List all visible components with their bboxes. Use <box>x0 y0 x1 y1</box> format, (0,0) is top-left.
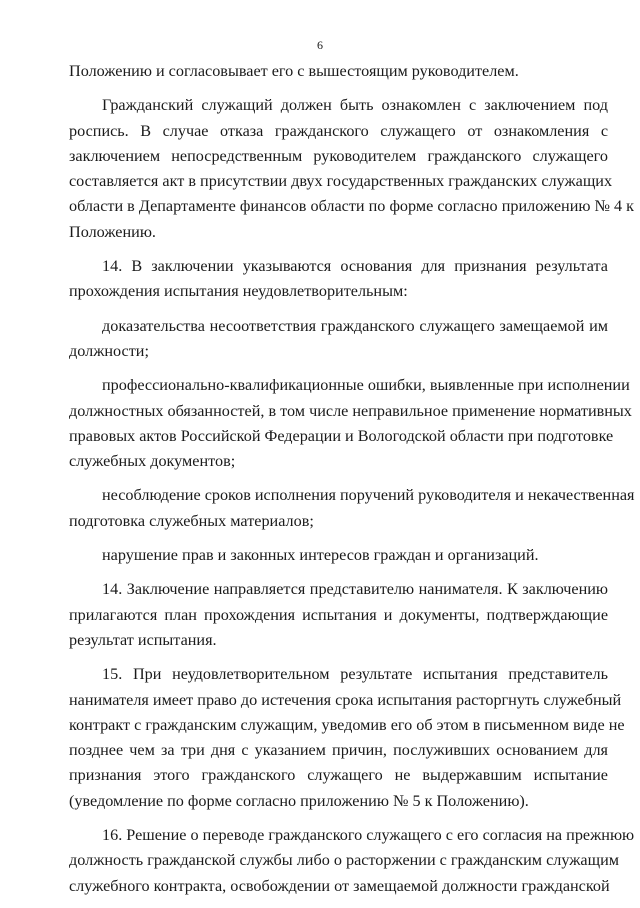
paragraph <box>69 59 608 84</box>
text-line: должности; <box>69 341 149 360</box>
text-line: должностных обязанностей, в том числе неправильное применение нормативных <box>69 401 632 420</box>
text-line: области в Департаменте финансов области по форме согласно приложению № 4 к <box>69 197 635 216</box>
paragraph <box>69 577 608 653</box>
text-line: 15. При неудовлетворительном результате испытания представитель <box>102 665 608 684</box>
paragraph <box>69 662 625 814</box>
text-line: составляется акт в присутствии двух государственных гражданских служащих <box>69 172 613 191</box>
text-line: нанимателя имеет право до истечения срока испытания расторгнуть служебный <box>69 690 622 709</box>
text-line: прохождения испытания неудовлетворительным: <box>69 282 408 301</box>
text-line: заключением непосредственным руководителем гражданского служащего <box>69 146 608 165</box>
text-line: нарушение прав и законных интересов граждан и организаций. <box>102 546 539 565</box>
text-line: признания этого гражданского служащего не выдержавшим испытание <box>69 766 608 785</box>
page-number: 6 <box>317 38 323 52</box>
text-line: 14. В заключении указываются основания для признания результата <box>102 257 608 276</box>
paragraph <box>69 543 608 568</box>
text-line: правовых актов Российской Федерации и Вологодской области при подготовке <box>69 426 614 445</box>
text-line: Положению. <box>69 222 156 241</box>
text-line: должность гражданской службы либо о расторжении с гражданским служащим <box>69 851 619 870</box>
text-line: (уведомление по форме согласно приложению № 5 к Положению). <box>69 791 529 810</box>
text-line: результат испытания. <box>69 630 217 649</box>
text-line: доказательства несоответствия гражданского служащего замещаемой им <box>102 316 608 335</box>
text-line: роспись. В случае отказа гражданского служащего от ознакомления с <box>69 121 608 140</box>
text-line: Положению и согласовывает его с вышестоящим руководителем. <box>69 62 519 80</box>
document-body <box>69 59 635 908</box>
paragraph <box>69 93 635 245</box>
text-line: служебных документов; <box>69 452 236 471</box>
text-line: несоблюдение сроков исполнения поручений руководителя и некачественная <box>102 486 635 505</box>
text-line: прилагаются план прохождения испытания и документы, подтверждающие <box>69 605 608 624</box>
text-line: контракт с гражданским служащим, уведомив его об этом в письменном виде не <box>69 715 625 734</box>
paragraph <box>69 823 635 899</box>
paragraph <box>69 373 632 474</box>
text-line: 14. Заключение направляется представителю нанимателя. К заключению <box>102 580 608 599</box>
text-line: 16. Решение о переводе гражданского служащего с его согласия на прежнюю <box>102 826 635 845</box>
paragraph <box>69 254 608 305</box>
text-line: профессионально-квалификационные ошибки, выявленные при исполнении <box>102 376 630 395</box>
text-line: Гражданский служащий должен быть ознакомлен с заключением под <box>102 96 608 115</box>
text-line: служебного контракта, освобождении от замещаемой должности гражданской <box>69 876 610 895</box>
paragraph <box>69 483 635 534</box>
paragraph <box>69 314 608 365</box>
text-line: позднее чем за три дня с указанием причин, послуживших основанием для <box>69 741 608 760</box>
text-line: подготовка служебных материалов; <box>69 511 314 530</box>
